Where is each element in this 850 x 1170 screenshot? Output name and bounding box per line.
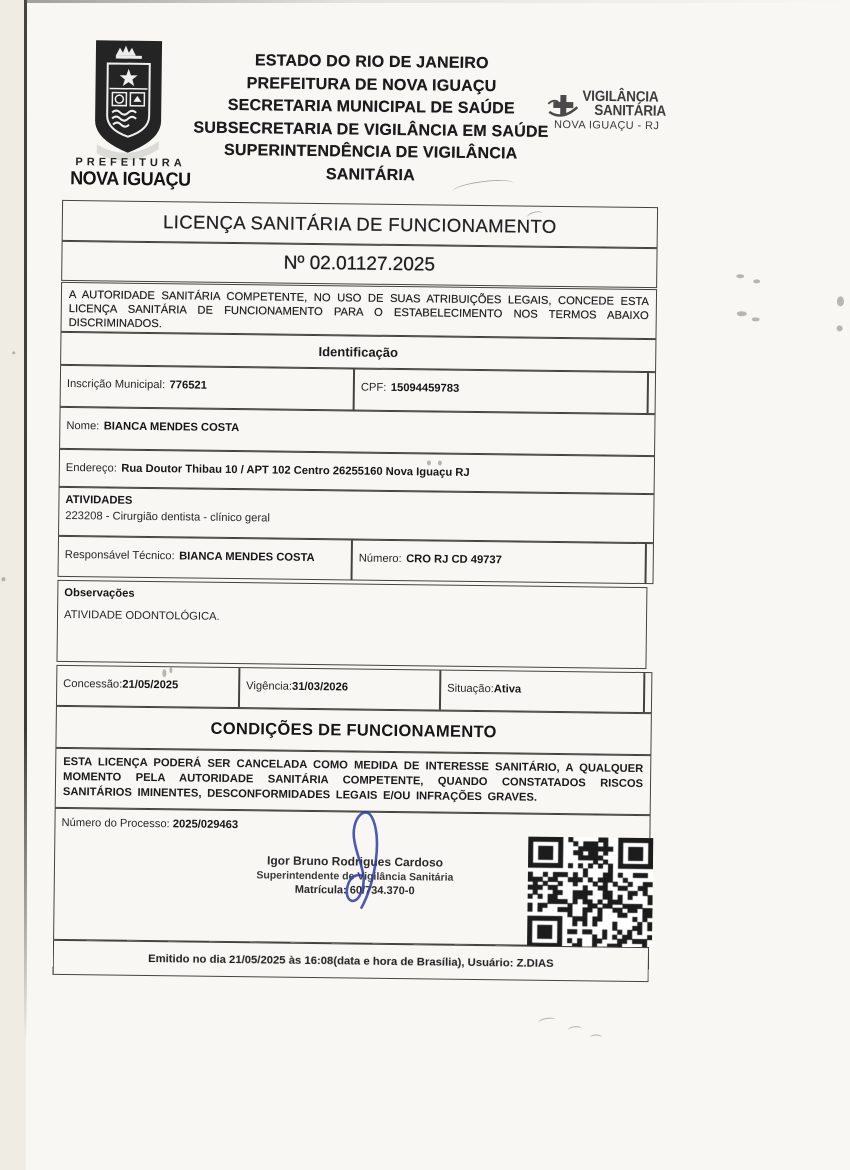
visa-logo-line3: NOVA IGUAÇU - RJ [554,118,660,133]
cpf-value: 15094459783 [390,381,460,395]
scan-smudge [568,1026,583,1034]
processo-value: 2025/029463 [172,818,239,832]
condicoes-title-box [55,706,651,755]
cpf-label: CPF: [360,381,387,394]
org-line: SUPERINTENDÊNCIA DE VIGILÂNCIA [223,141,518,163]
org-line: SECRETARIA MUNICIPAL DE SAÚDE [227,96,515,118]
condicoes-text-box [55,748,652,815]
processo-label: Número do Processo: [61,816,170,831]
atividades-row [58,487,655,543]
vigencia-label: Vigência: [246,680,293,693]
header-org-lines [150,49,592,189]
vigilancia-sanitaria-logo [546,88,697,133]
visa-logo-line2: SANITÁRIA [594,101,667,120]
condicoes-title: CONDIÇÕES DE FUNCIONAMENTO [210,719,497,741]
observacoes-value: ATIVIDADE ODONTOLÓGICA. [63,608,220,623]
situacao-label: Situação: [447,682,494,696]
emission-footer: Emitido no dia 21/05/2025 às 16:08(data e hora de Brasília), Usuário: Z.DIAS [147,952,554,970]
processo-signature-box [53,808,651,947]
scan-smudge [538,1016,557,1026]
org-line: PREFEITURA DE NOVA IGUAÇU [246,74,497,95]
signer-name: Igor Bruno Rodrigues Cardoso [266,853,444,870]
handwritten-signature [309,807,400,913]
license-number: Nº 02.01127.2025 [283,252,436,276]
atividades-label: ATIVIDADES [65,493,133,507]
numero-label: Número: [358,552,402,566]
observacoes-row [56,580,647,669]
nome-row [59,407,655,456]
responsavel-label: Responsável Técnico: [64,548,175,563]
responsavel-row [58,536,654,584]
signer-matricula: Matrícula: 60/734.370-0 [294,883,415,898]
inscricao-cpf-row [60,365,656,414]
visa-logo-line1: VIGILÂNCIA [582,87,659,105]
responsavel-value: BIANCA MENDES COSTA [179,550,315,565]
atividades-value: 223208 - Cirurgião dentista - clínico geral [65,509,270,525]
observacoes-label: Observações [64,586,135,600]
crest-caption-prefeitura: PREFEITURA [75,156,186,170]
license-table [61,200,660,970]
license-intro-text: A AUTORIDADE SANITÁRIA COMPETENTE, NO USO DE SUAS ATRIBUIÇÕES LEGAIS, CONCEDE ESTA LICENÇA SANITÁRIA DE FUNCIONAMENTO PARA O ESTABELECIMENTO NOS TERMOS ABAIXO DISCRIMINADOS. [68,288,649,331]
inscricao-label: Inscrição Municipal: [66,377,166,392]
nome-label: Nome: [66,419,100,433]
nome-value: BIANCA MENDES COSTA [103,420,240,435]
signer-role: Superintendente de Vigilância Sanitária [256,869,454,884]
license-title-box [62,200,658,248]
license-title: LICENÇA SANITÁRIA DE FUNCIONAMENTO [162,210,557,237]
datas-row [56,665,652,713]
vigencia-value: 31/03/2026 [291,680,349,694]
org-line: SUBSECRETARIA DE VIGILÂNCIA EM SAÚDE [193,119,549,141]
endereco-value: Rua Doutor Thibau 10 / APT 102 Centro 26255160 Nova Iguaçu RJ [121,462,470,479]
identification-title: Identificação [318,344,399,361]
concessao-value: 21/05/2025 [122,678,179,692]
org-line: ESTADO DO RIO DE JANEIRO [254,52,489,73]
endereco-label: Endereço: [65,461,117,475]
qr-code [527,837,653,949]
numero-value: CRO RJ CD 49737 [406,553,502,567]
concessao-label: Concessão: [63,677,123,691]
health-cross-icon [546,90,580,129]
footer-box [53,940,649,982]
inscricao-value: 776521 [169,379,207,392]
situacao-value: Ativa [493,683,522,696]
license-number-box [61,241,657,288]
scan-smudge [590,1034,602,1040]
condicoes-text: ESTA LICENÇA PODERÁ SER CANCELADA COMO MEDIDA DE INTERESSE SANITÁRIO, A QUALQUER MOMENTO PELA AUTORIDADE SANITÁRIA COMPETENTE, QUANDO CONSTATADOS RISCOS SANITÁRIOS IMINENTES, DESCONFORMIDADES LEGAIS E/OU INFRAÇÕES GRAVES. [62,755,644,804]
crest-caption-nova-iguacu: NOVA IGUAÇU [70,167,191,190]
org-line: SANITÁRIA [325,165,416,184]
license-intro-box [61,282,658,339]
